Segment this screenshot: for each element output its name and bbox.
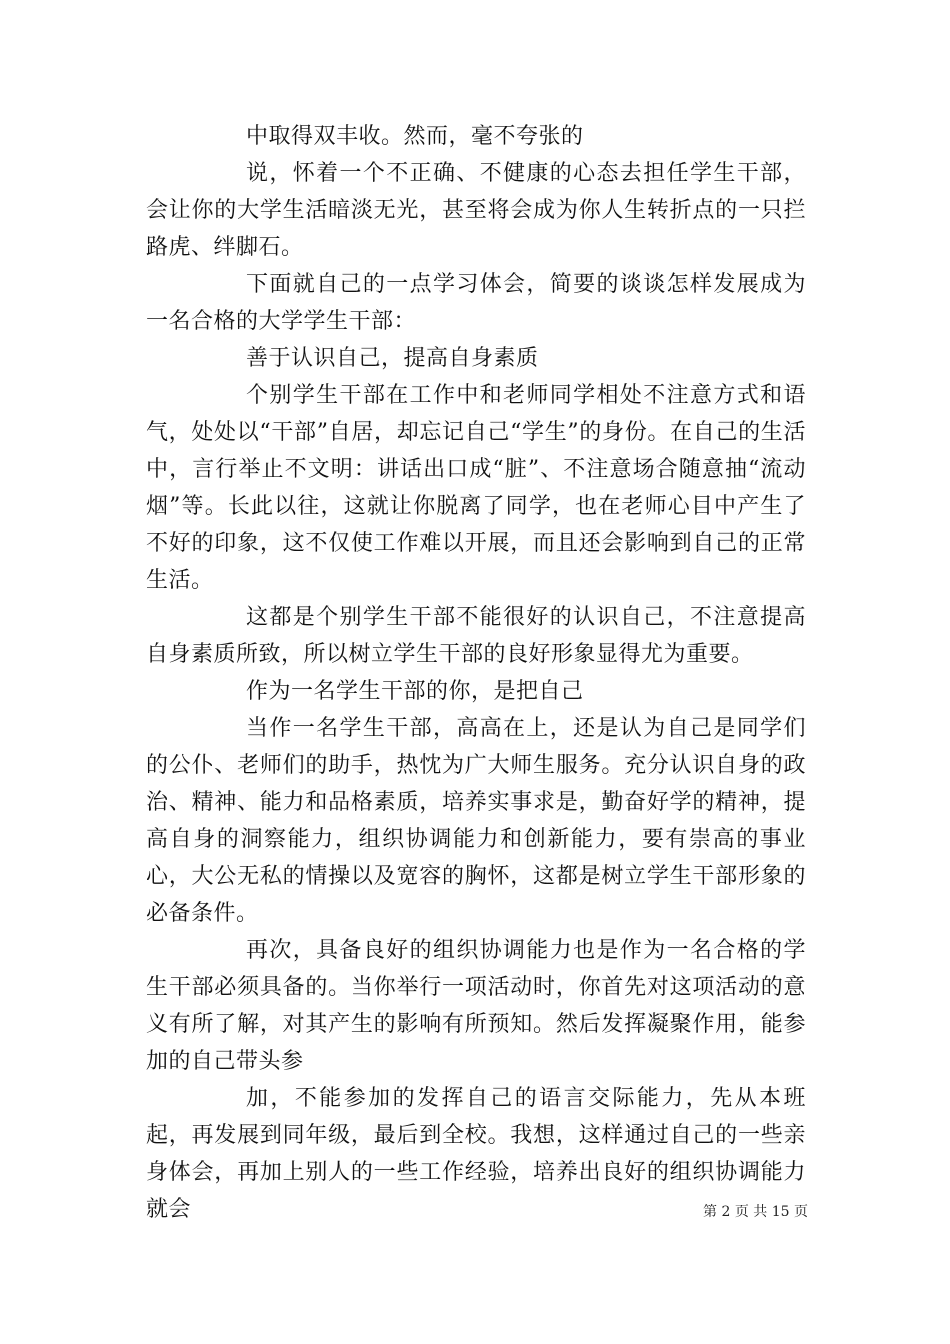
document-body	[146, 118, 806, 1228]
page-number-footer: 第 2 页 共 15 页	[703, 1204, 808, 1220]
section-heading-self-awareness: 善于认识自己，提高自身素质	[246, 346, 539, 371]
paragraph-2: 说，怀着一个不正确、不健康的心态去担任学生干部，会让你的大学生活暗淡无光，甚至将会成为你人生转折点的一只拦路虎、绊脚石。	[146, 161, 806, 260]
paragraph-7: 作为一名学生干部的你，是把自己	[246, 679, 584, 704]
paragraph-3: 下面就自己的一点学习体会，简要的谈谈怎样发展成为一名合格的大学学生干部：	[146, 272, 806, 334]
paragraph-10: 加，不能参加的发挥自己的语言交际能力，先从本班起，再发展到同年级，最后到全校。我想，这样通过自己的一些亲身体会，再加上别人的一些工作经验，培养出良好的组织协调能力就会	[146, 1086, 806, 1222]
paragraph-1: 中取得双丰收。然而，毫不夸张的	[246, 124, 584, 149]
paragraph-8: 当作一名学生干部，高高在上，还是认为自己是同学们的公仆、老师们的助手，热忱为广大师生服务。充分认识自身的政治、精神、能力和品格素质，培养实事求是，勤奋好学的精神，提高自身的洞察能力，组织协调能力和创新能力，要有崇高的事业心，大公无私的情操以及宽容的胸怀，这都是树立学生干部形象的必备条件。	[146, 716, 806, 926]
paragraph-9: 再次，具备良好的组织协调能力也是作为一名合格的学生干部必须具备的。当你举行一项活动时，你首先对这项活动的意义有所了解，对其产生的影响有所预知。然后发挥凝聚作用，能参加的自己带头参	[146, 938, 806, 1074]
paragraph-5: 个别学生干部在工作中和老师同学相处不注意方式和语气，处处以“干部”自居，却忘记自己“学生”的身份。在自己的生活中，言行举止不文明：讲话出口成“脏”、不注意场合随意抽“流动烟”等。长此以往，这就让你脱离了同学，也在老师心目中产生了不好的印象，这不仅使工作难以开展，而且还会影响到自己的正常生活。	[146, 383, 806, 593]
paragraph-6: 这都是个别学生干部不能很好的认识自己，不注意提高自身素质所致，所以树立学生干部的良好形象显得尤为重要。	[146, 605, 806, 667]
